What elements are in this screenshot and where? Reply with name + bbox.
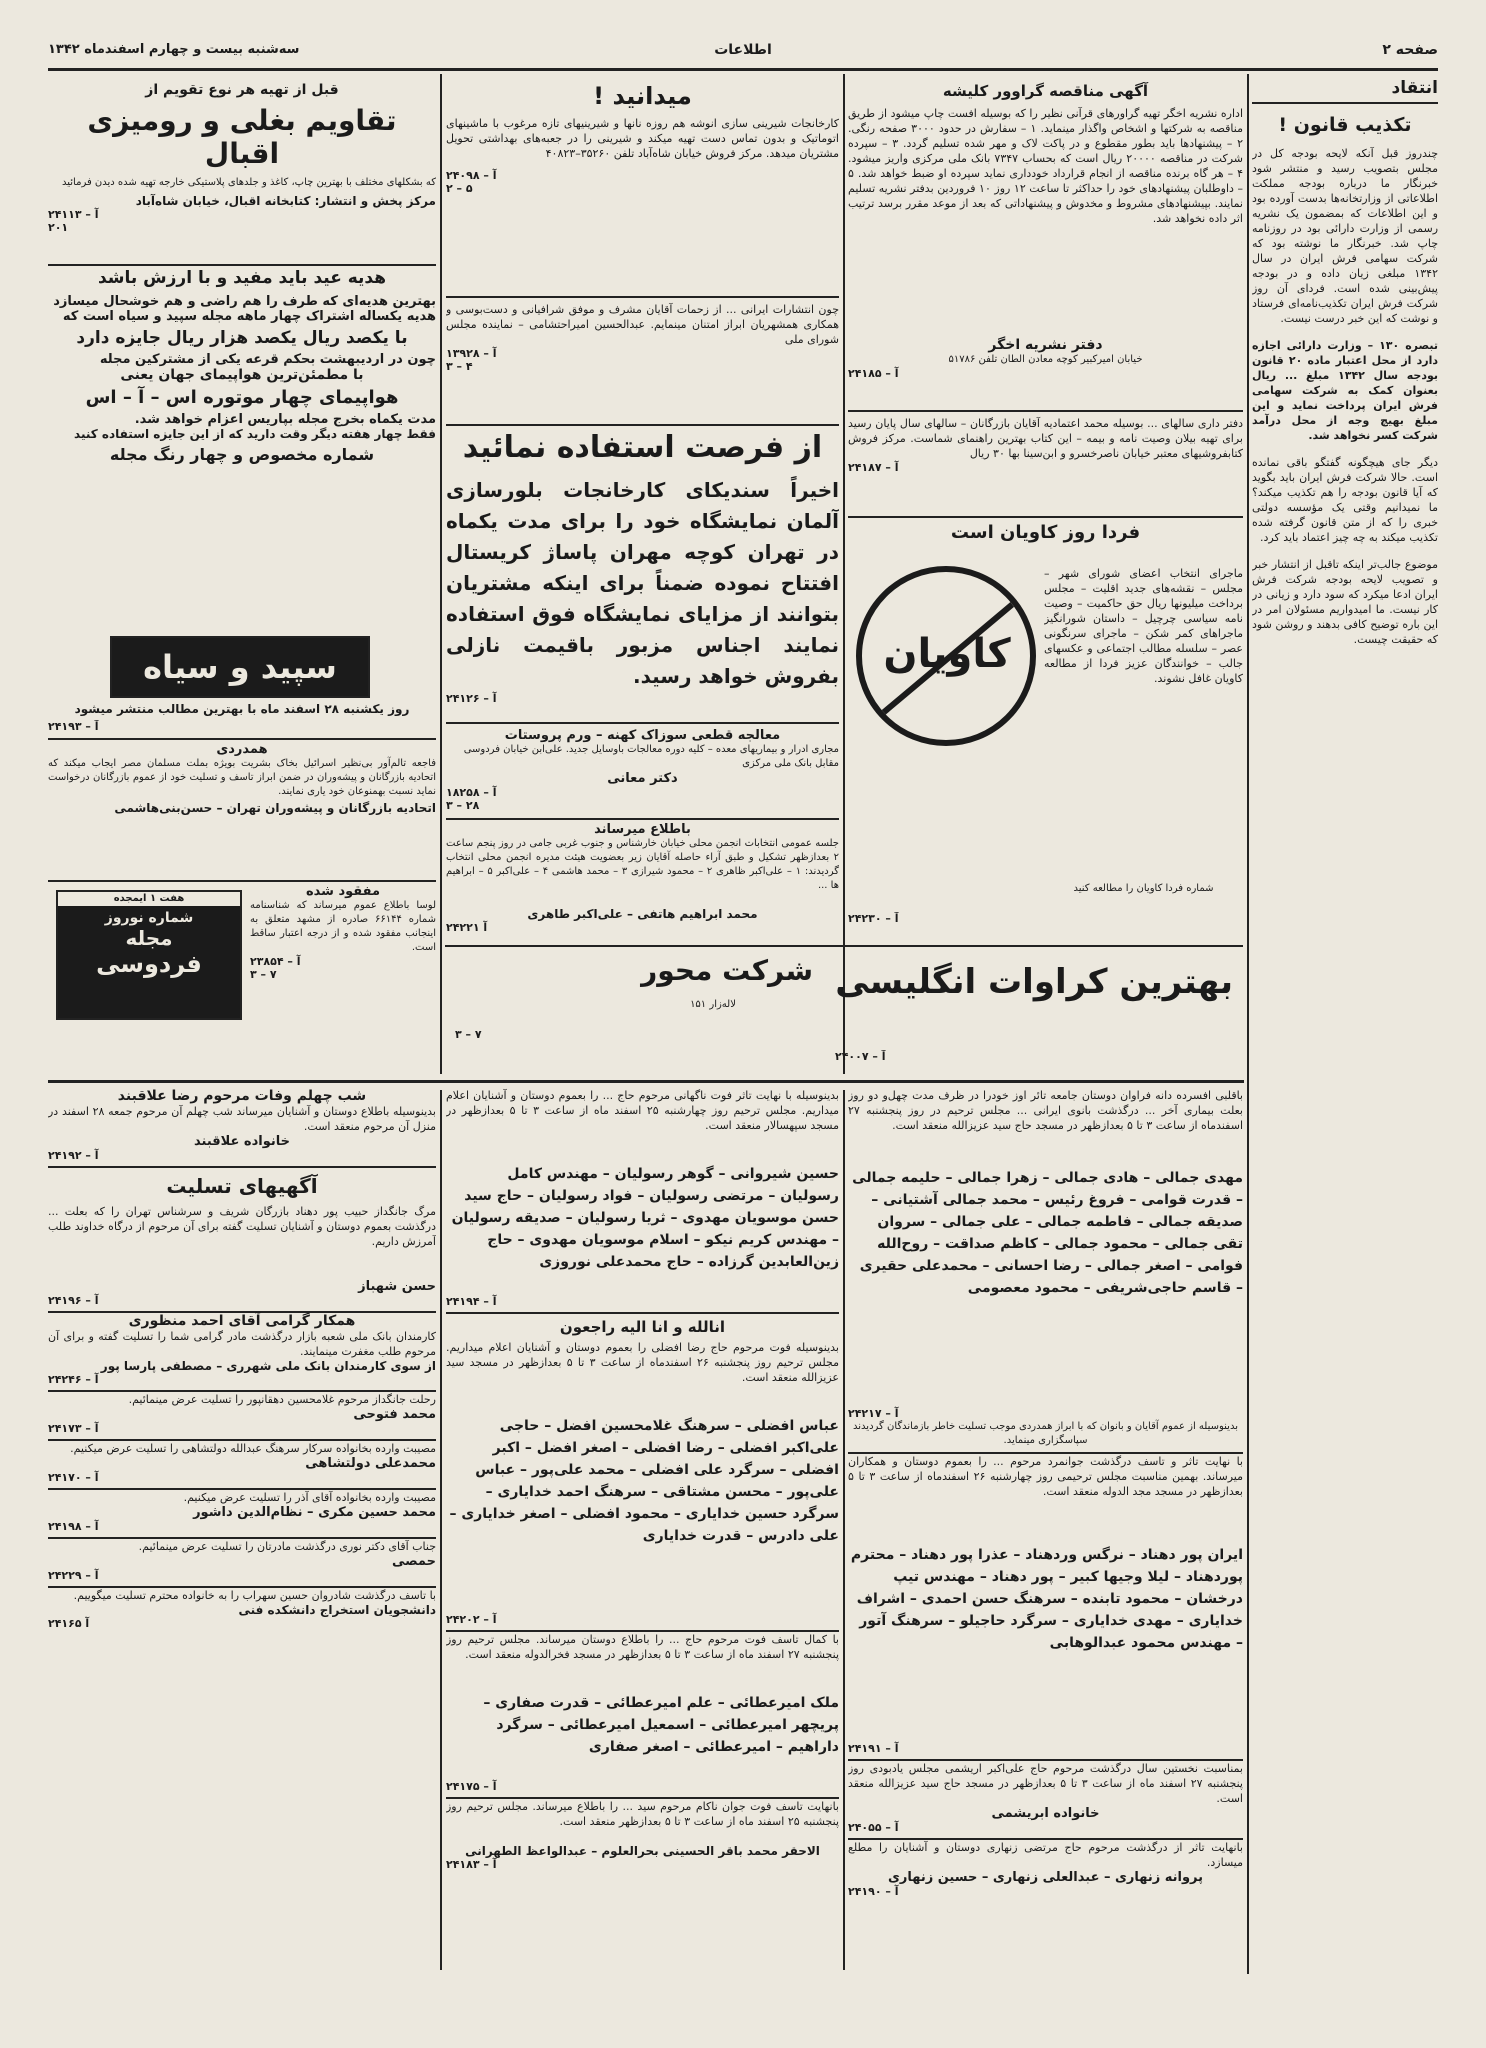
obit-10-code: آ – ۲۴۱۹۶ <box>48 1294 99 1307</box>
sympathy-title: همدردی <box>216 742 268 757</box>
election-body: جلسه عمومی انتخابات انجمن محلی خیابان خارشناس و جنوب غربی جامی در روز پنجم ساعت ۲ بعدازظهر تشکیل و طبق آراء حاصله آقایان زیر بعضویت هیئت مدیره انجمن محلی انتخاب گردیدند: ۱ – علی‌اکبر ظاهری ۲ – محمود شیرازی ۳ – محمد هاشمی ۴ – علی‌اکبر ۵ – ابراهیم ها ... <box>446 838 839 891</box>
editorial-paragraph-1: چندروز قبل آنکه لایحه بودجه کل در مجلس بتصویب رسید و منتشر شود خبرنگار ما درباره بودجه مملکت اطلاعاتی از وزارتخانه‌ها بدست آورده بود و این اطلاعات که بمضمون یک نشریه رسمی از وزارت دارائی بود در روزنامه چاپ شد. خبرنگار ما نوشته بود که شرکت سهامی فرش ایران در سال ۱۳۴۲ مبلغی زیان داده و در بودجه پیش‌بینی شده است. فردای آن روز شرکت فرش ایران تکذیب‌نامه‌ای فرستاد و نوشت که این خبر درست نیست. <box>1252 147 1438 325</box>
sympathy-notice <box>48 742 436 878</box>
sympathy-sign: اتحادیه بازرگانان و پیشه‌وران تهران – حسن‌بنی‌هاشمی <box>114 801 436 815</box>
obit-9-code: آ – ۲۴۱۹۲ <box>48 1149 99 1162</box>
issue-line: روز یکشنبه ۲۸ اسفند ماه با بهترین مطالب منتشر میشود <box>74 702 410 716</box>
obit-12-body: رحلت جانگداز مرحوم غلامحسین دهقانپور را تسلیت عرض مینمائیم. <box>128 1393 436 1406</box>
obit-11-title: همکار گرامی آقای احمد منظوری <box>128 1313 356 1329</box>
editorial-paragraph-3: دیگر جای هیچگونه گفتگو باقی نمانده است. حالا شرکت فرش ایران باید بگوید که آیا قانون بودجه را هم تکذیب میکند؟ ما نمیدانیم وقتی یک مؤسسه دولتی خبری را که از متن قانون گرفته شده تکذیب میکند به چه چیز اعتماد باید کرد. <box>1252 456 1438 544</box>
doctor-body: مجاری ادرار و بیماریهای معده – کلیه دوره معالجات باوسایل جدید. علی‌ابن خیابان فردوسی مقابل بانک ملی مرکزی <box>463 744 839 769</box>
kaviyan-footer: شماره فردا کاویان را مطالعه کنید <box>1073 883 1214 894</box>
doctor-code: آ – ۱۸۲۵۸ <box>446 786 497 799</box>
calendar-address: مرکز پخش و انتشار: کتابخانه اقبال، خیابان شاه‌آباد <box>135 194 436 208</box>
editorial-paragraph-2: تبصره ۱۳۰ – وزارت دارائی اجازه دارد از محل اعتبار ماده ۲۰ قانون بودجه سال ۱۳۴۲ مبلغ ... ریال بعنوان کمک به شرکت سهامی فرش ایران پرداخت نماید و این مبلغ بهیچ وجه از محل درآمد شرکت کسر نخواهد شد. <box>1252 339 1438 442</box>
doctor-ad <box>446 728 839 814</box>
obit-14-code: آ – ۲۴۱۹۸ <box>48 1520 99 1533</box>
issue-date: سه‌شنبه بیست و چهارم اسفندماه ۱۳۴۲ <box>48 42 300 57</box>
sympathy-body: فاجعه تالم‌آور بی‌نظیر اسرائیل بخاک بشریت بویژه بملت مسلمان مصر ایجاب میکند که اتحادیه بازرگانان و پیشه‌وران در ضمن ابراز تاسف و تسلیت خود از عموم بازرگانان درخواست نماید نسبت بهمنوعان خود یاری نمایند. <box>48 758 436 797</box>
obit-16-body: با تاسف درگذشت شادروان حسین سهراب را به خانواده محترم تسلیت میگوییم. <box>73 1589 436 1602</box>
calendar-body: که بشکلهای مختلف با بهترین چاپ، کاغذ و جلدهای پلاستیکی خارجه تهیه شده دیدن فرمائید <box>61 177 436 188</box>
thanks-notice <box>446 302 839 422</box>
obit-2-code: آ – ۲۴۱۹۱ <box>848 1742 899 1755</box>
obit-11-code: آ – ۲۴۲۴۶ <box>48 1373 99 1386</box>
doctor-name: دکتر معانی <box>607 771 678 786</box>
obit-2-names: ایران پور دهناد – نرگس وردهناد – عذرا پور دهناد – محترم پوردهناد – لیلا وجیها کبیر – پور دهناد – مهندس تیپ درخشان – محمود تابنده – سرهنگ حسن احمدی – اشراف خدایاری – مهدی خدایاری – سرگرد حاجیلو – سرهنگ آتور – مهندس محمود عبدالوهابی <box>850 1547 1243 1651</box>
obit-15-sign: حمصی <box>391 1554 436 1569</box>
cravat-number: ۳ – ۷ <box>455 1028 482 1041</box>
election-sign: محمد ابراهیم هاتفی – علی‌اکبر طاهری <box>527 907 758 921</box>
obit-13-body: مصیبت وارده بخانواده سرکار سرهنگ عبدالله دولتشاهی را تسلیت عرض میکنیم. <box>70 1442 436 1455</box>
lost-number: ۳ – ۷ <box>250 968 277 981</box>
obit-7-code: آ – ۲۴۱۷۵ <box>446 1780 497 1793</box>
ferdowsi-title-1: شماره نوروز <box>104 910 194 926</box>
pastry-number: ۲ – ۵ <box>446 182 473 195</box>
obit-7-names: ملک امیرعطائی – علم امیرعطائی – قدرت صفاری – پریچهر امیرعطائی – اسمعیل امیرعطائی – سرگرد داراهیم – امیرعطائی – اصغر صفاری <box>483 1695 839 1755</box>
gift-line-9: شماره مخصوص و چهار رنگ مجله <box>109 445 375 464</box>
obit-13-code: آ – ۲۴۱۷۰ <box>48 1471 99 1484</box>
paper-name: اطلاعات <box>714 42 772 58</box>
obit-12-code: آ – ۲۴۱۷۳ <box>48 1422 99 1435</box>
election-title: باطلاع میرساند <box>594 822 691 837</box>
obit-16-code: آ ۲۴۱۶۵ <box>48 1617 90 1630</box>
bookkeeping-code: آ – ۲۴۱۸۷ <box>848 461 899 474</box>
obit-3-sign: خانواده ابریشمی <box>991 1806 1100 1821</box>
ferdowsi-ad <box>56 890 242 1020</box>
obituary-column-3 <box>48 1088 436 1968</box>
obit-5-names: حسین شیروانی – گوهر رسولیان – مهندس کامل رسولیان – مرتضی رسولیان – فواد رسولیان – حاج سید حسن موسویان مهدوی – ثریا رسولیان – صدیقه رسولیان – مهندس کریم نیکو – اسلام موسویان مهدوی – حاج زین‌العابدین گرزاده – حاج محمدعلی نوروزی <box>451 1166 839 1270</box>
calendar-number: ۲۰۱ <box>48 221 69 234</box>
calendar-ad <box>48 82 436 262</box>
calendar-intro: قبل از تهیه هر نوع تقویم از <box>145 82 339 98</box>
gift-line-2: هدیه یکساله اشتراک چهار ماهه مجله سپید و سیاه است که <box>62 309 436 324</box>
gift-line-1: بهترین هدیه‌ای که طرف را هم راضی و هم خوشحال میسازد <box>53 294 436 309</box>
kaviyan-logo-text: کاویان <box>883 631 1011 677</box>
kaviyan-title: فردا روز کاویان است <box>950 522 1141 543</box>
obit-15-body: جناب آقای دکتر نوری درگذشت مادرتان را تسلیت عرض مینمائیم. <box>138 1540 436 1553</box>
kaviyan-logo <box>856 566 1036 746</box>
tender-ad <box>848 82 1243 407</box>
sepid-siah-logo <box>110 636 370 698</box>
obit-6-code: آ – ۲۴۲۰۲ <box>446 1613 497 1626</box>
obit-1-thanks: بدینوسیله از عموم آقایان و بانوان که با ابراز همدردی موجب تسلیت خاطر بازماندگان گردیدند سپاسگزاری مینماید. <box>853 1421 1238 1446</box>
obit-14-sign: محمد حسین مکری – نظام‌الدین داشور <box>193 1505 436 1520</box>
gift-line-8: فقط چهار هفته دیگر وقت دارید که از این جایزه استفاده کنید <box>74 427 436 441</box>
obit-7-body: با کمال تاسف فوت مرحوم حاج ... را باطلاع دوستان میرساند. مجلس ترحیم روز پنجشنبه ۲۷ اسفند ماه از ساعت ۳ تا ۵ بعدازظهر در مسجد فخرالدوله منعقد است. <box>446 1633 839 1661</box>
tender-title: آگهی مناقصه گراوور کلیشه <box>942 82 1149 100</box>
lost-code: آ – ۲۳۸۵۴ <box>250 955 301 968</box>
obit-11-sign: از سوی کارمندان بانک ملی شهرری – مصطفی پارسا پور <box>100 1359 436 1373</box>
lost-notice <box>250 884 436 1020</box>
obit-2-body: با نهایت تاثر و تاسف درگذشت جوانمرد مرحوم ... را بعموم دوستان و همکاران میرساند. بهمین مناسبت مجلس ترحیمی روز چهارشنبه ۲۶ اسفندماه از ساعت ۳ تا ۵ بعدازظهر در مسجد مجد الدوله منعقد است. <box>848 1455 1243 1498</box>
ferdowsi-ribbon: هفت ۱ ایمجده <box>58 892 240 906</box>
gift-line-5: با مطمئن‌ترین هواپیمای جهان یعنی <box>120 367 364 383</box>
cravat-company: شرکت محور <box>641 954 813 987</box>
pastry-title: میدانید ! <box>593 82 692 110</box>
ferdowsi-title-2: مجله <box>125 926 173 950</box>
crystal-title: از فرصت استفاده نمائید <box>462 430 823 465</box>
tender-sign: دفتر نشریه اخگر <box>988 337 1103 353</box>
obit-9-sign: خانواده علاقبند <box>194 1134 290 1149</box>
bookkeeping-notice <box>848 416 1243 514</box>
obit-1-names: مهدی جمالی – هادی جمالی – زهرا جمالی – حلیمه جمالی – قدرت قوامی – فروغ رئیس – محمد جمالی آشتیانی – صدیقه جمالی – فاطمه جمالی – علی جمالی – سروان تقی جمالی – محمود جمالی – کاظم صداقت – روح‌الله فوامی – اصغر جمالی – رضا احسانی – محمدعلی حقیری – قاسم حاجی‌شریفی – محمود معصومی <box>852 1170 1243 1296</box>
obit-13-sign: محمدعلی دولتشاهی <box>305 1456 436 1471</box>
kaviyan-code: آ – ۲۴۲۳۰ <box>848 912 899 925</box>
cravat-code: آ – ۲۴۰۰۷ <box>835 1050 886 1063</box>
tender-body: اداره نشریه اخگر تهیه گراورهای قرآنی نظیر را که بوسیله افست چاپ میشود از طریق مناقصه به شرکتها و اشخاص واگذار مینماید. ۱ – سفارش در حدود ۳۰۰۰ صفحه رنگی. ۲ – پیشنهادها باید بطور مقطوع و در پاکت لاک و مهر شده تسلیم گردد. ۳ – سپرده شرکت در مناقصه ۲۰۰۰۰ ریال است که بحساب ۷۳۴۷ بانک ملی مرکزی واریز میشود. ۴ – هر گاه برنده مناقصه از انجام قرارداد خودداری نماید سپرده او ضبط خواهد شد. ۵ – داوطلبان پیشنهادهای خود را حداکثر تا ساعت ۱۲ روز ۱۰ فروردین بدفتر نشریه تسلیم نمایند. بپیشنهادهای مشروط و مخدوش و پیشنهاداتی که بعد از موعد مقرر برسد ترتیب اثر داده نخواهد شد. <box>848 107 1243 225</box>
obit-10-sign: حسن شهباز <box>358 1279 436 1294</box>
obit-11-body: کارمندان بانک ملی شعبه بازار درگذشت مادر گرامی شما را تسلیت گفته و برای آن مرحوم طلب مغفرت مینمایند. <box>48 1330 436 1358</box>
tender-address: خیابان امیرکبیر کوچه معادن الطان تلفن ۵۱۷۸۶ <box>948 354 1143 365</box>
obit-6-title: انالله و انا الیه راجعون <box>559 1318 726 1336</box>
obit-9-body: بدینوسیله باطلاع دوستان و آشنایان میرساند شب چهلم آن مرحوم جمعه ۲۸ اسفند در منزل آن مرحوم منعقد است. <box>48 1105 436 1133</box>
cravat-address: لاله‌زار ۱۵۱ <box>690 999 736 1010</box>
obit-3-code: آ – ۲۴۰۵۵ <box>848 1821 899 1834</box>
obit-4-code: آ – ۲۴۱۹۰ <box>848 1885 899 1898</box>
obit-4-sign: پروانه زنهاری – عبدالعلی زنهاری – حسین زنهاری <box>887 1870 1204 1885</box>
obit-9-title: شب چهلم وفات مرحوم رضا علاقبند <box>117 1088 367 1104</box>
obit-12-sign: محمد فتوحی <box>353 1407 436 1422</box>
bookkeeping-body: دفتر داری سالهای ... بوسیله محمد اعتمادیه آقایان بازرگانان – سالهای سال پایان رسید برای تهیه بیلان وصیت نامه و بیمه – این کتاب بهترین راهنمای شماست. مرکز فروش کتابفروشیهای معتبر خیابان ناصرخسرو و ابن‌سینا بها ۳۰ ریال <box>848 417 1243 460</box>
obit-6-names: عباس افضلی – سرهنگ غلامحسین افضل – حاجی علی‌اکبر افضلی – رضا افضلی – اصغر افضل – اکبر افضلی – سرگرد علی افضلی – محمد علی‌پور – عباس علی‌پور – محسن مشتاقی – سرهنگ احمد خدایاری – سرگرد حسین خدایاری – محمود افضلی – اصغر خدایاری – علی دادرس – قدرت خدایاری <box>449 1418 839 1544</box>
obit-14-body: مصیبت وارده بخانواده آقای آذر را تسلیت عرض میکنیم. <box>183 1491 436 1504</box>
calendar-code: آ – ۲۴۱۱۳ <box>48 208 99 221</box>
gift-ad <box>48 268 436 598</box>
obit-8-body: بانهایت تاسف فوت جوان ناکام مرحوم سید ... را باطلاع میرساند. مجلس ترحیم روز پنجشنبه ۲۵ اسفند ماه از ساعت ۳ تا ۵ بعدازظهر منعقد است. <box>446 1800 839 1828</box>
obit-4-body: بانهایت تاثر از درگذشت مرحوم حاج مرتضی زنهاری دوستان و آشنایان را مطلع میسازد. <box>848 1841 1243 1869</box>
pastry-body: کارخانجات شیرینی سازی انوشه هم روزه نانها و شیرینیهای تازه مرغوب با ماشینهای اتوماتیک و بدون تماس دست تهیه میکند و شیرینی را در جعبه‌های بهداشتی تحویل مشتریان میدهد. مرکز فروش خیابان شاه‌آباد تلفن ۳۵۲۶۰–۴۰۸۲۳ <box>446 117 839 160</box>
obit-5-body: بدینوسیله با نهایت تاثر فوت ناگهانی مرحوم حاج ... را بعموم دوستان و آشنایان اعلام میداریم. مجلس ترحیم روز چهارشنبه ۲۵ اسفند ماه از ساعت ۳ تا ۵ بعدازظهر در مسجد سپهسالار منعقد است. <box>446 1089 839 1132</box>
kaviyan-ad <box>848 522 1243 942</box>
obit-1-code: آ – ۲۴۲۱۷ <box>848 1407 899 1420</box>
cravat-ad <box>445 950 1243 1076</box>
crystal-code: آ – ۲۴۱۲۶ <box>446 692 497 705</box>
pastry-code: آ – ۲۴۰۹۸ <box>446 169 497 182</box>
obit-10-body: مرگ جانگداز حبیب پور دهناد بازرگان شریف و سرشناس تهران را که بعلت ... درگذشت بعموم دوستان و آشنایان تسلیت گفته برای آن مرحوم از درگاه خداوند طلب آمرزش داریم. <box>48 1205 436 1248</box>
obit-6-body: بدینوسیله فوت مرحوم حاج رضا افضلی را بعموم دوستان و آشنایان اعلام میداریم. مجلس ترحیم روز پنجشنبه ۲۶ اسفندماه از ساعت ۳ تا ۵ بعدازظهر در مسجد سید عزیزالله منعقد است. <box>446 1341 839 1384</box>
obit-5-code: آ – ۲۴۱۹۴ <box>446 1295 497 1308</box>
obit-16-sign: دانشجویان استخراج دانشکده فنی <box>238 1603 436 1617</box>
election-code: آ ۲۴۲۲۱ <box>446 921 488 934</box>
logo-text: سپید و سیاه <box>143 648 337 686</box>
cravat-headline: بهترین کراوات انگلیسی <box>835 962 1233 1002</box>
crystal-body: اخیراً سندیکای کارخانجات بلورسازی آلمان نمایشگاه خود را برای مدت یکماه در تهران کوچه مهران پاساژ کریستال افتتاح نموده ضمناً برای اینکه مشتریان بتوانند از مزایای نمایشگاه فوق استفاده نمایند اجناس مزبور باقیمت نازلی بفروش خواهد رسید. <box>446 478 839 688</box>
masthead <box>48 40 1438 66</box>
gift-title: هدیه عید باید مفید و با ارزش باشد <box>97 268 387 288</box>
thanks-code: آ – ۱۳۹۲۸ <box>446 347 497 360</box>
gift-line-7: مدت یکماه بخرج مجله بپاریس اعزام خواهد شد. <box>134 412 436 427</box>
obit-8-code: آ – ۲۴۱۸۳ <box>446 1858 497 1871</box>
masthead-rule <box>48 68 1438 71</box>
obit-1-body: باقلبی افسرده دانه فراوان دوستان جامعه تائر اوز خودرا در ظرف مدت چهل‌و دو روز بعلت بیماری آخر ... درگذشت بانوی ایرانی ... مجلس ترحیم در روز پنجشنبه ۲۷ اسفندماه از ساعت ۳ تا ۵ بعدازظهر در مسجد حاج سید عزیزالله منعقد است. <box>848 1089 1243 1132</box>
gift-line-6: هواپیمای چهار موتوره اس – آ – اس <box>85 387 399 408</box>
ferdowsi-title-3: فردوسی <box>96 950 202 978</box>
gift-line-3: با یکصد ریال یکصد هزار ریال جایزه دارد <box>76 328 408 348</box>
page-number: صفحه ۲ <box>1382 42 1438 58</box>
section-title: انتقاد <box>1252 78 1438 104</box>
editorial-headline: تکذیب قانون ! <box>1278 114 1412 136</box>
thanks-body: چون انتشارات ایرانی ... از زحمات آقایان مشرف و موفق شرافیانی و دست‌بوسی و همکاری همشهریان ابراز امتنان مینمایم. عبدالحسین امیراحتشامی – نماینده مجلس شورای ملی <box>446 303 839 346</box>
doctor-number: ۳ – ۲۸ <box>446 799 480 812</box>
editorial-column <box>1252 78 1438 1968</box>
pastry-ad <box>446 82 839 292</box>
obituary-column-2 <box>446 1088 839 1968</box>
obit-15-code: آ – ۲۴۲۲۹ <box>48 1569 99 1582</box>
gift-line-4: چون در اردیبهشت بحکم قرعه یکی از مشترکین مجله <box>99 352 436 367</box>
calendar-title: تقاویم بغلی و رومیزی اقبال <box>87 104 397 170</box>
lost-body: لوسا باطلاع عموم میرساند که شناسنامه شماره ۶۶۱۴۴ صادره از مشهد متعلق به اینجانب مفقود شده و از درجه اعتبار ساقط است. <box>250 900 436 953</box>
election-notice <box>446 822 839 942</box>
obituary-column-1 <box>848 1088 1243 1968</box>
crystal-ad <box>446 430 839 720</box>
issue-code: آ – ۲۴۱۹۳ <box>48 720 99 733</box>
obit-8-sign: الاحقر محمد باقر الحسینی بحرالعلوم – عبدالواعظ الطهرانی <box>465 1844 820 1858</box>
lost-title: مفقود شده <box>305 884 381 899</box>
doctor-title: معالجه قطعی سوزاک کهنه – ورم پروستات <box>504 728 781 743</box>
thanks-number: ۳ – ۴ <box>446 360 473 373</box>
condolence-section-title: آگهیهای تسلیت <box>166 1174 318 1198</box>
tender-code: آ – ۲۴۱۸۵ <box>848 367 899 380</box>
editorial-paragraph-4: موضوع جالب‌تر اینکه تاقبل از انتشار خبر و تصویب لایحه بودجه شرکت فرش ایران ادعا میکرد که سود دارد و زیانی در کار نیست. ما امیدواریم مسئولان امر در این باره توضیح کافی بدهند و روشن شود که حقیقت چیست. <box>1252 558 1438 646</box>
kaviyan-body: ماجرای انتخاب اعضای شورای شهر – مجلس – نقشه‌های جدید اقلیت – مجلس برداخت میلیونها ریال حق حاکمیت – وصیت نامه سیاسی چرچیل – داستان شورانگیز ماجراهای کمر شکن – ماجرای سرنگونی عصر – سلسله مطالب اجتماعی و عکسهای جالب – خوانندگان عزیز فردا از مطالعه کاویان غافل نشوند. <box>1044 567 1243 685</box>
obit-3-body: بمناسبت نخستین سال درگذشت مرحوم حاج علی‌اکبر اریشمی مجلس یادبودی روز پنجشنبه ۲۷ اسفند ماه از ساعت ۳ تا ۵ بعدازظهر در مسجد حاج سید عزیزالله منعقد است. <box>848 1762 1243 1805</box>
